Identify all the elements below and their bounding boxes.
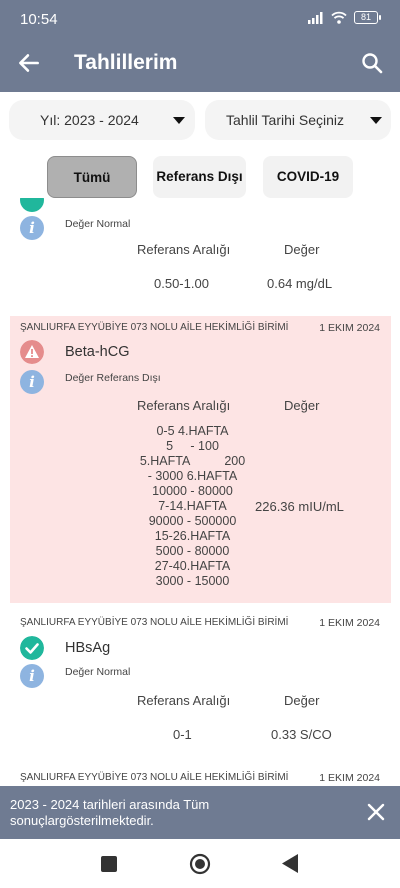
home-icon[interactable] (189, 853, 211, 875)
filter-tabs (0, 156, 400, 198)
result-card[interactable] (10, 316, 391, 603)
year-select-label: Yıl: 2023 - 2024 (40, 112, 139, 128)
tab-out-of-range[interactable]: Referans Dışı (153, 156, 246, 198)
result-status: Değer Referans Dışı (65, 372, 161, 384)
page-title: Tahlillerim (74, 51, 178, 74)
result-status: Değer Normal (65, 666, 131, 678)
app-bar (0, 36, 400, 92)
back-arrow-icon[interactable] (16, 50, 42, 76)
snackbar (0, 786, 400, 839)
reference-range: 0.50-1.00 (154, 276, 209, 291)
signal-icon (308, 12, 324, 24)
reference-range: 0-1 (173, 727, 192, 742)
result-card[interactable] (10, 198, 391, 300)
result-card[interactable] (10, 763, 391, 786)
recent-apps-icon[interactable] (101, 856, 117, 872)
reference-header: Referans Aralığı (137, 398, 231, 413)
reference-range: 0-5 4.HAFTA 5 - 100 5.HAFTA 200 - 3000 6.HAFTA 10000 - 80000 7-14.HAFTA 90000 - 500000 15-26.HAFTA 5000 - 80000 27-40.HAFTA 3000 - 15000 (139, 424, 246, 588)
reference-header: Referans Aralığı (137, 242, 231, 257)
result-date: 1 EKIM 2024 (319, 322, 380, 334)
check-circle-icon (20, 198, 44, 212)
back-nav-icon[interactable] (282, 854, 299, 873)
result-date: 1 EKIM 2024 (319, 772, 380, 784)
snackbar-message: 2023 - 2024 tarihleri arasında Tüm sonuçlargösterilmektedir. (10, 797, 210, 828)
value-header: Değer (284, 693, 320, 708)
date-select-label: Tahlil Tarihi Seçiniz (226, 112, 345, 128)
result-value: 0.33 S/CO (271, 727, 332, 742)
test-name: Beta-hCG (65, 344, 130, 360)
chevron-down-icon (370, 117, 382, 124)
reference-header: Referans Aralığı (137, 693, 231, 708)
value-header: Değer (284, 242, 320, 257)
result-card[interactable] (10, 613, 391, 753)
result-status: Değer Normal (65, 218, 131, 230)
wifi-icon (331, 11, 347, 24)
result-value: 226.36 mIU/mL (255, 499, 344, 514)
battery-icon (354, 11, 378, 24)
status-icons (308, 11, 378, 24)
value-header: Değer (284, 398, 320, 413)
year-select[interactable] (9, 100, 195, 140)
status-time: 10:54 (20, 11, 58, 28)
facility-name: ŞANLIURFA EYYÜBİYE 073 NOLU AİLE HEKİMLİĞİ BİRİMİ (20, 772, 289, 783)
filters (0, 100, 400, 140)
status-bar (0, 0, 400, 36)
warning-icon (20, 340, 44, 364)
battery-level: 81 (360, 12, 371, 22)
search-icon[interactable] (360, 51, 384, 75)
check-circle-icon (20, 636, 44, 660)
facility-name: ŞANLIURFA EYYÜBİYE 073 NOLU AİLE HEKİMLİĞİ BİRİMİ (20, 617, 289, 628)
results-list[interactable] (0, 198, 400, 786)
tab-all[interactable]: Tümü (47, 156, 137, 198)
facility-name: ŞANLIURFA EYYÜBİYE 073 NOLU AİLE HEKİMLİĞİ BİRİMİ (20, 322, 289, 333)
result-value: 0.64 mg/dL (267, 276, 333, 291)
info-icon[interactable]: i (20, 664, 44, 688)
system-nav-bar (0, 839, 400, 888)
info-icon[interactable]: i (20, 216, 44, 240)
tab-covid[interactable]: COVID-19 (263, 156, 353, 198)
date-select[interactable] (205, 100, 391, 140)
chevron-down-icon (173, 117, 185, 124)
result-date: 1 EKIM 2024 (319, 617, 380, 629)
close-icon[interactable] (366, 802, 386, 822)
test-name: HBsAg (65, 640, 111, 656)
info-icon[interactable]: i (20, 370, 44, 394)
